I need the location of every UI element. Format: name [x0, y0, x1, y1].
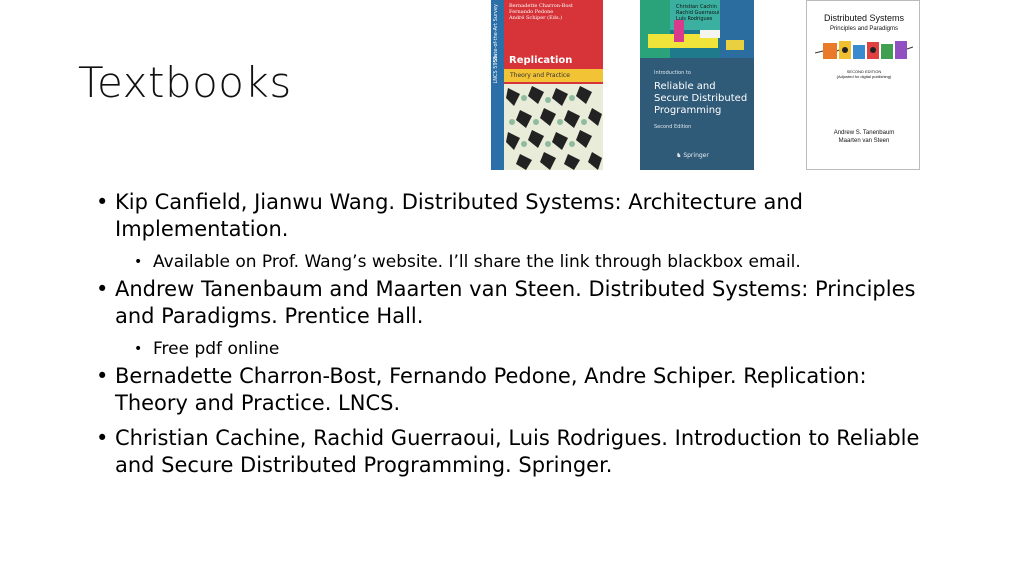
cover-publisher-name: Springer	[683, 152, 709, 159]
list-item: • Christian Cachine, Rachid Guerraoui, Luis Rodrigues. Introduction to Reliable and Secure Distributed Programming. Springer.	[96, 425, 926, 479]
cover-editor: Fernando Pedone	[509, 9, 554, 15]
cover-lncs-label: LNCS 5959	[493, 56, 499, 84]
book-cover-distributed-systems	[806, 0, 920, 170]
cover-authors	[807, 129, 920, 145]
cover-editor: Bernadette Charron-Bost	[509, 3, 573, 9]
cover-subtitle: Theory and Practice	[510, 72, 570, 79]
cover-title: Replication	[509, 55, 573, 66]
cover-authors	[676, 4, 719, 22]
list-item: • Bernadette Charron-Bost, Fernando Pedone, Andre Schiper. Replication: Theory and Practice. LNCS.	[96, 363, 926, 417]
cover-edition: SECOND EDITION	[846, 69, 882, 74]
cover-edition-note: (Adjusted for digital publishing)	[836, 74, 892, 79]
cover-author: Luís Rodrigues	[676, 16, 713, 22]
cover-intro: Introduction to	[654, 70, 691, 76]
sub-list-item: • Available on Prof. Wang’s website. I’ll share the link through blackbox email.	[134, 251, 926, 273]
cover-editor: André Schiper (Eds.)	[509, 15, 563, 21]
cover-title: Reliable and Secure Distributed Programming	[654, 81, 748, 116]
cover-tessellation-art	[504, 84, 603, 170]
cover-editors	[509, 3, 573, 21]
textbook-list	[96, 189, 926, 487]
cover-author: Maarten van Steen	[838, 138, 890, 144]
cover-publisher	[676, 152, 709, 159]
cover-series-label: State-of-the-Art Survey	[493, 4, 499, 62]
cover-subtitle-band	[504, 69, 603, 82]
cover-edition: Second Edition	[654, 124, 692, 130]
sub-list-item: • Free pdf online	[134, 338, 926, 360]
cover-author: Andrew S. Tanenbaum	[833, 130, 895, 136]
cover-edition-block	[807, 69, 920, 79]
list-item: • Andrew Tanenbaum and Maarten van Steen. Distributed Systems: Principles and Paradigms. Prentice Hall.	[96, 276, 926, 330]
cover-author: Christian Cachin	[676, 4, 717, 10]
slide-title: Textbooks	[78, 58, 292, 107]
cover-spine	[491, 0, 504, 170]
cover-subtitle: Principles and Paradigms	[829, 26, 899, 32]
springer-horse-icon: ♞	[676, 152, 682, 159]
book-cover-replication	[491, 0, 603, 170]
book-cover-reliable-secure	[640, 0, 754, 170]
cover-author: Rachid Guerraoui	[676, 10, 720, 16]
cover-title: Distributed Systems	[823, 13, 905, 23]
cover-illustration-art	[815, 39, 913, 65]
list-item: • Kip Canfield, Jianwu Wang. Distributed Systems: Architecture and Implementation.	[96, 189, 926, 243]
